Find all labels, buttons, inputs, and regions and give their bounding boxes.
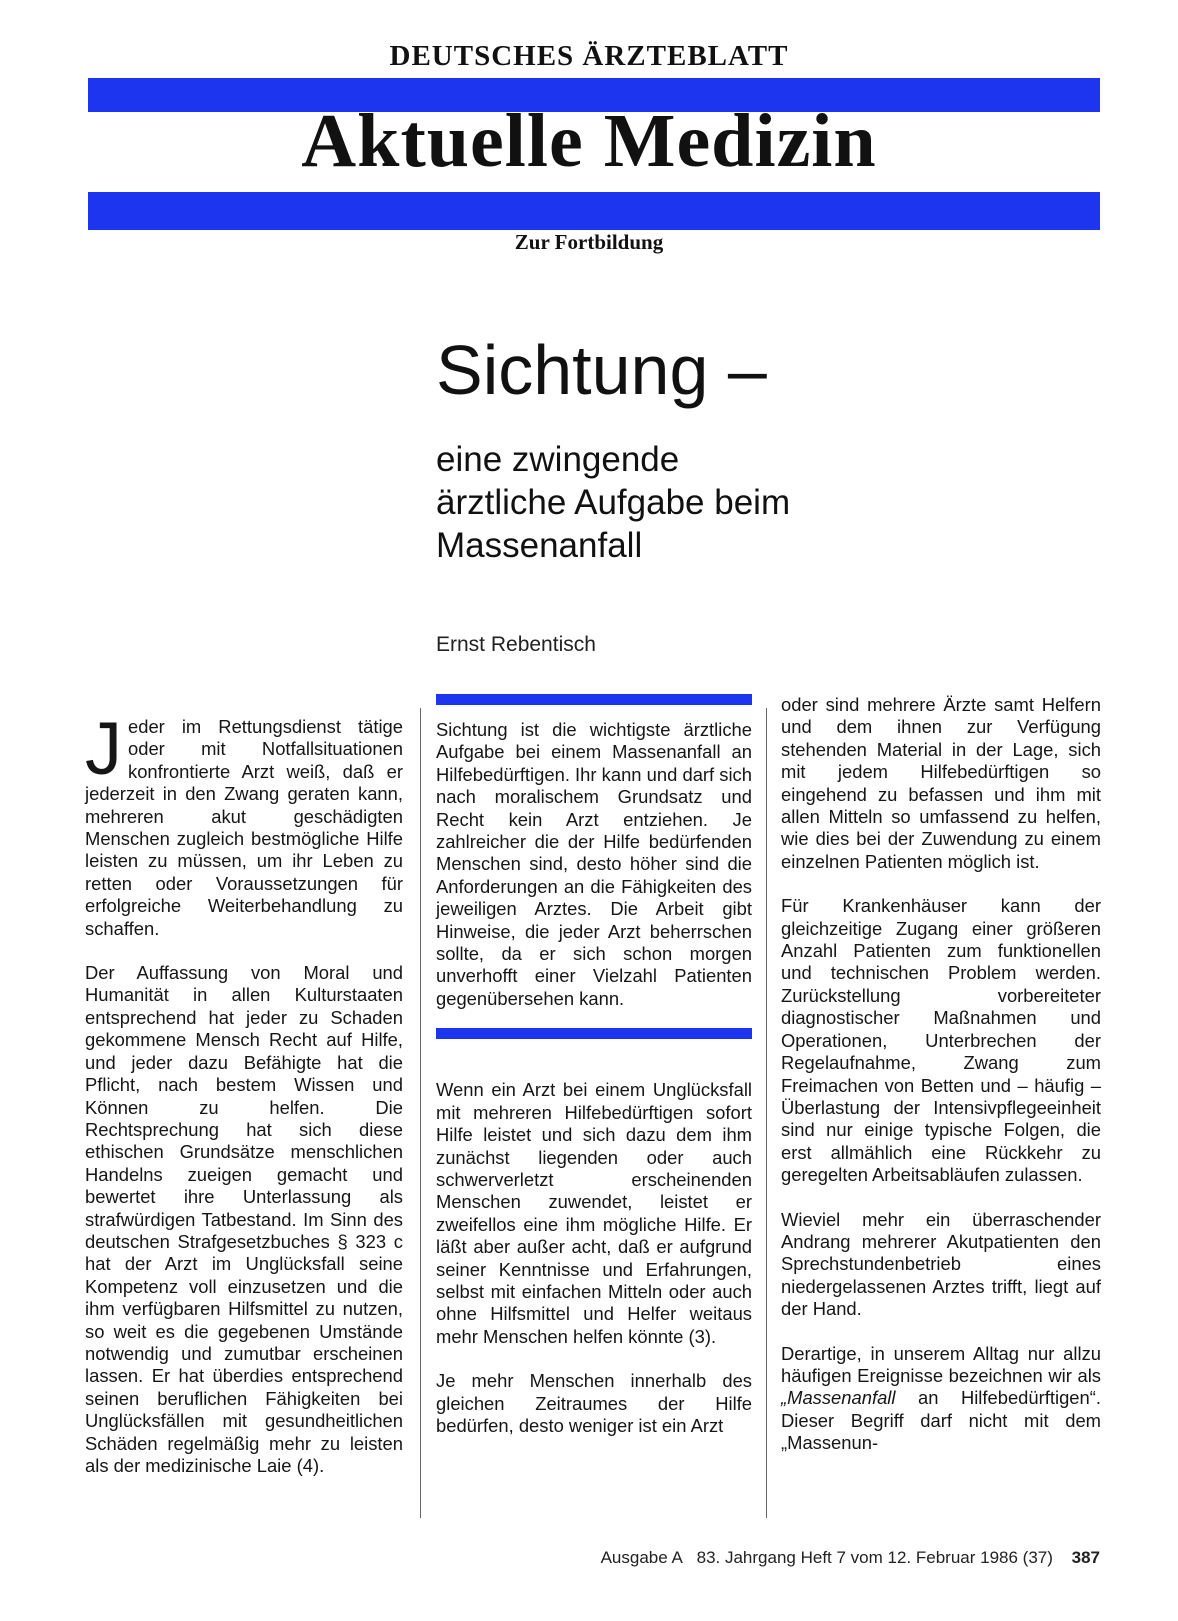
page-footer	[591, 1548, 1100, 1568]
column-divider	[420, 708, 421, 1518]
masthead-blue-bar-bottom	[88, 192, 1100, 230]
column-divider	[766, 708, 767, 1518]
footer-volume: 83. Jahrgang Heft 7 vom 12. Februar 1986 (37)	[696, 1548, 1053, 1567]
publication-name: DEUTSCHES ÄRZTEBLATT	[389, 40, 789, 72]
blue-rule-bottom	[436, 1028, 752, 1039]
article-subtitle	[436, 438, 1036, 567]
article-author: Ernst Rebentisch	[436, 633, 596, 656]
footer-edition: Ausgabe A	[600, 1548, 682, 1567]
text-column-2	[436, 716, 752, 1459]
pull-quote-box	[436, 694, 752, 1039]
section-subtitle: Zur Fortbildung	[514, 230, 664, 254]
emphasized-term: „Massenanfall	[781, 1387, 896, 1409]
article-subtitle-line: eine zwingende	[436, 440, 680, 479]
paragraph	[781, 1343, 1101, 1455]
paragraph: Je mehr Menschen innerhalb des gleichen Zeitraumes der Hilfe bedürfen, desto weniger ist ein Arzt	[436, 1370, 752, 1436]
text-column-3	[781, 694, 1101, 1477]
section-title: Aktuelle Medizin	[301, 99, 877, 183]
paragraph: Der Auffassung von Moral und Humanität in allen Kulturstaaten entsprechend hat jeder zu Schaden gekommene Mensch Recht auf Hilfe, und jeder dazu Befähigte hat die Pflicht, nach bestem Wissen und Können zu helfen. Die Rechtsprechung hat sich diese ethischen Grundsätze menschlichen Handelns zueigen gemacht und bewertet ihre Unterlassung als strafwürdigen Tatbestand. Im Sinn des deutschen Strafgesetzbuches § 323 c hat der Arzt im Unglücksfall seine Kompetenz voll einzusetzen und die ihm verfügbaren Hilfsmittel zu nutzen, so weit es die gegebenen Umstände notwendig und zumutbar erscheinen lassen. Er hat überdies entsprechend seinen beruflichen Fähigkeiten bei Unglücksfällen mit gesundheitlichen Schäden regelmäßig mehr zu leisten als der medizinische Laie (4).	[85, 962, 403, 1476]
text-column-1	[85, 707, 403, 1499]
paragraph: oder sind mehrere Ärzte samt Helfern und dem ihnen zur Verfügung stehenden Material in der Lage, sich mit jedem Hilfebedürftigen so eingehend zu befassen und ihm mit allen Mitteln so umfassend zu helfen, wie dies bei der Zuwendung zu einem einzelnen Patienten möglich ist.	[781, 694, 1101, 872]
paragraph-text: Derartige, in unserem Alltag nur allzu häufigen Ereignisse bezeichnen wir als	[781, 1342, 1101, 1386]
page-number: 387	[1071, 1548, 1100, 1567]
article-subtitle-line: Massenanfall	[436, 526, 643, 565]
article-title: Sichtung –	[436, 331, 767, 409]
article-subtitle-line: ärztliche Aufgabe beim	[436, 483, 791, 522]
paragraph: Für Krankenhäuser kann der gleichzeitige Zugang einer größeren Anzahl Patienten zum funktionellen und technischen Problem werden. Zurückstellung vorbereiteter diagnostischer Maßnahmen und Operationen, Unterbrechen der Regelaufnahme, Zwang zum Freimachen von Betten und – häufig – Überlastung der Intensivpflegeeinheit sind nur einige typische Folgen, die erst allmählich eine Rückkehr zu geregelten Arbeitsabläufen zulassen.	[781, 895, 1101, 1186]
paragraph-text: an Hilfebedürftigen“. Dieser Begriff darf nicht mit dem „Massenun-	[781, 1387, 1101, 1454]
pull-quote: Sichtung ist die wichtigste ärztliche Aufgabe bei einem Massenanfall an Hilfebedürftigen. Ihr kann und darf sich nach moralischem Grundsatz und Recht kein Arzt entziehen. Je zahlreicher die der Hilfe bedürfenden Menschen sind, desto höher sind die Anforderungen an die Fähigkeiten des jeweiligen Arztes. Die Arbeit gibt Hinweise, die jeder Arzt beherrschen sollte, da er sich schon morgen unverhofft einer Vielzahl Patienten gegenübersehen kann.	[436, 719, 752, 1009]
paragraph: Wieviel mehr ein überraschender Andrang mehrerer Akutpatienten den Sprechstundenbetrieb eines niedergelassenen Arztes trifft, liegt auf der Hand.	[781, 1208, 1101, 1320]
paragraph: Wenn ein Arzt bei einem Unglücksfall mit mehreren Hilfebedürftigen sofort Hilfe leistet und sich dazu dem ihm zunächst liegenden oder auch schwerverletzt erscheinenden Menschen zuwendet, leistet er zweifellos eine ihm mögliche Hilfe. Er läßt aber außer acht, daß er aufgrund seiner Kenntnisse und Erfahrungen, selbst mit einfachen Mitteln oder auch ohne Hilfsmittel und Helfer weitaus mehr Menschen helfen könnte (3).	[436, 1079, 752, 1347]
paragraph	[85, 707, 403, 940]
blue-rule-top	[436, 694, 752, 705]
drop-cap: J	[85, 707, 122, 790]
paragraph-text: eder im Rettungsdienst tätige oder mit Notfallsituationen konfrontierte Arzt weiß, daß er jederzeit in den Zwang geraten kann, mehreren akut geschädigten Menschen zugleich bestmögliche Hilfe leisten zu müssen, um ihr Leben zu retten oder Voraussetzungen für erfolgreiche Weiterbehandlung zu schaffen.	[85, 716, 403, 939]
